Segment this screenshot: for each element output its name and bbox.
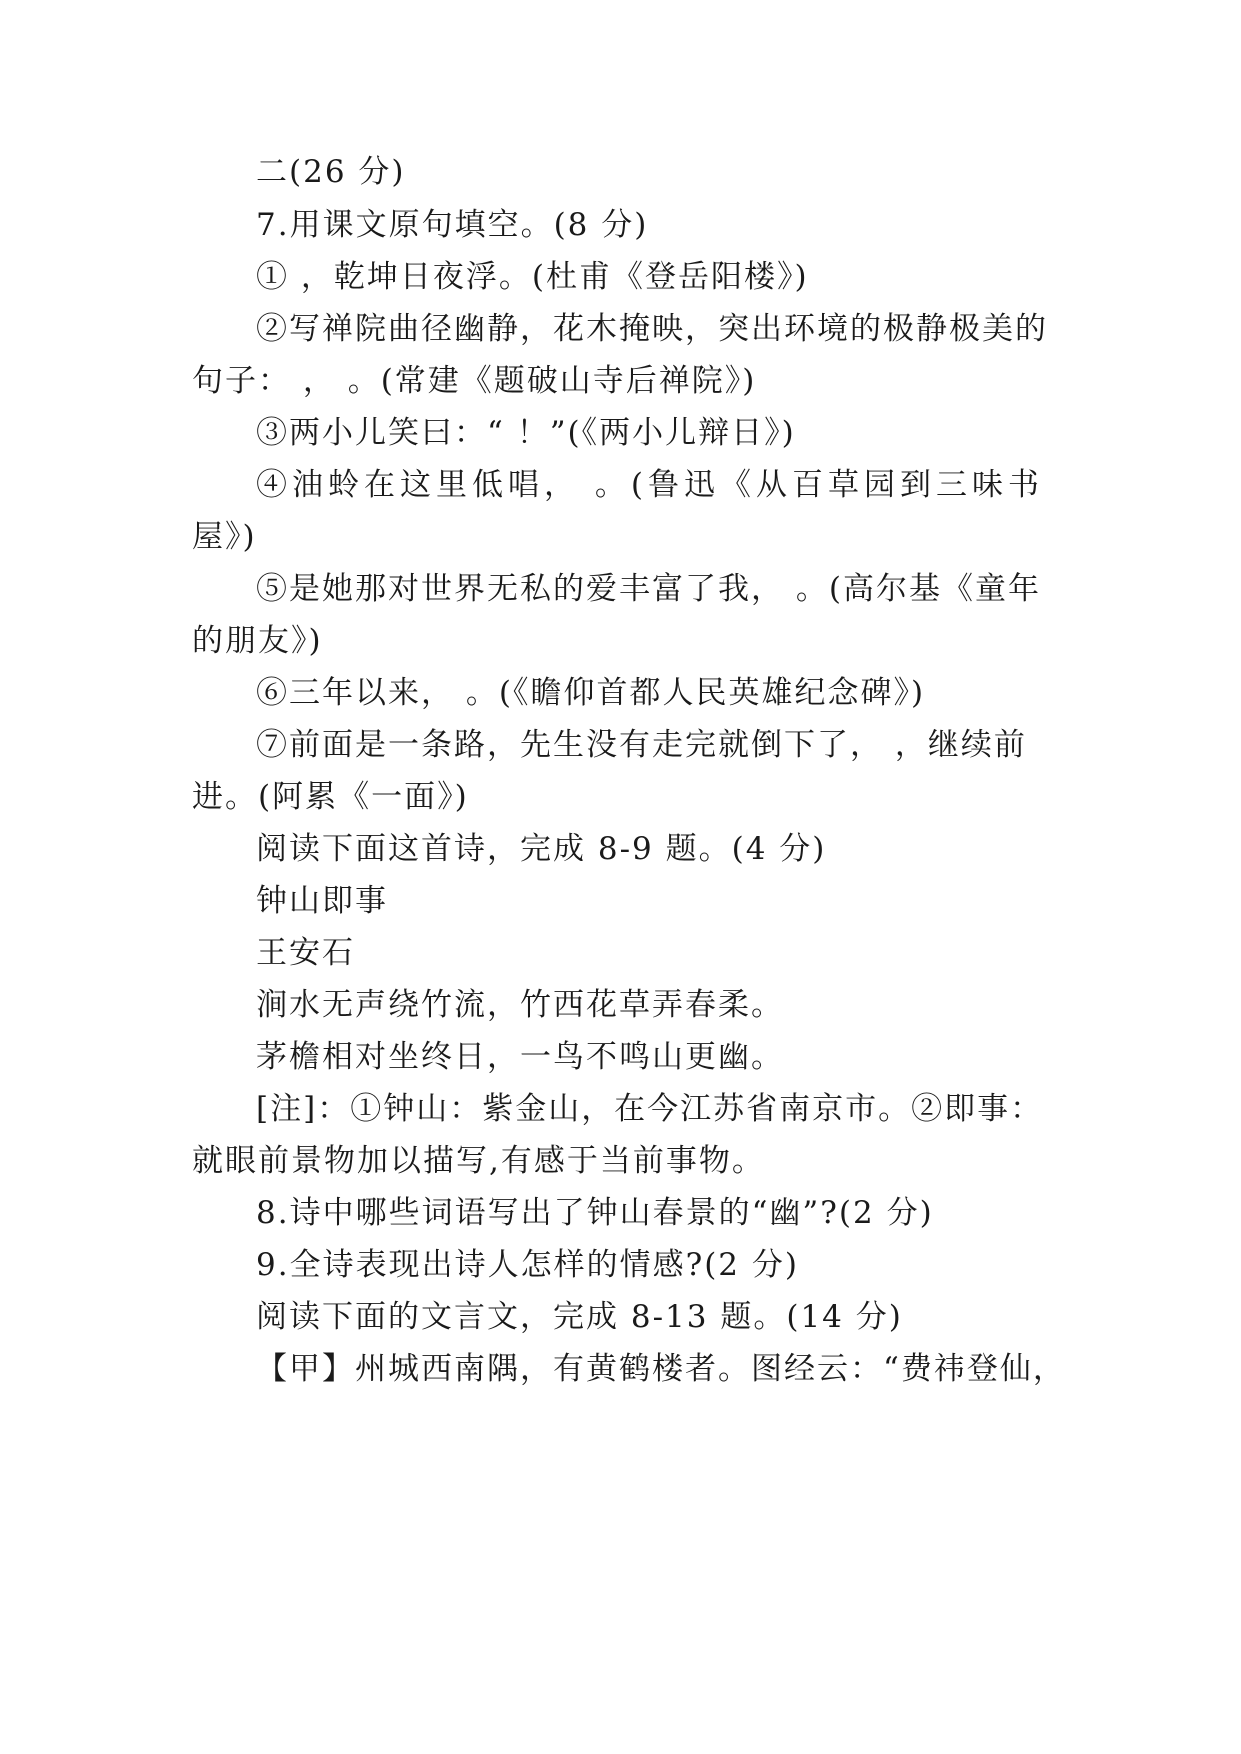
classical-text-line-1: 【甲】州城西南隅，有黄鹤楼者。图经云：“费祎登仙， (256, 1351, 1066, 1387)
blank-item-6: ⑥三年以来， 。(《瞻仰首都人民英雄纪念碑》) (256, 675, 926, 711)
blank-item-1: ① ，乾坤日夜浮。(杜甫《登岳阳楼》) (256, 259, 809, 295)
question-7-heading: 7.用课文原句填空。(8 分) (256, 207, 649, 243)
poem-note-line-2: 就眼前景物加以描写,有感于当前事物。 (192, 1143, 765, 1179)
poem-note-line-1: [注]：①钟山：紫金山，在今江苏省南京市。②即事： (256, 1091, 1044, 1127)
poem-author: 王安石 (256, 935, 355, 971)
blank-item-5-line-2: 的朋友》) (192, 623, 323, 659)
classical-text-instruction: 阅读下面的文言文，完成 8-13 题。(14 分) (256, 1299, 903, 1335)
blank-item-4-line-2: 屋》) (192, 519, 257, 555)
poem-instruction: 阅读下面这首诗，完成 8-9 题。(4 分) (256, 831, 827, 867)
blank-item-7-line-1: ⑦前面是一条路，先生没有走完就倒下了， ，继续前 (256, 727, 1027, 763)
section-heading: 二(26 分) (256, 154, 406, 190)
blank-item-7-line-2: 进。(阿累《一面》) (192, 779, 469, 815)
poem-line-2: 茅檐相对坐终日，一鸟不鸣山更幽。 (256, 1039, 784, 1075)
question-9: 9.全诗表现出诗人怎样的情感?(2 分) (256, 1247, 799, 1283)
blank-item-2-line-1: ②写禅院曲径幽静，花木掩映，突出环境的极静极美的 (256, 311, 1048, 347)
blank-item-2-line-2: 句子： ， 。(常建《题破山寺后禅院》) (192, 363, 757, 399)
blank-item-3: ③两小儿笑曰：“ ！”(《两小儿辩日》) (256, 415, 796, 451)
blank-item-5-line-1: ⑤是她那对世界无私的爱丰富了我， 。(高尔基《童年 (256, 571, 1041, 607)
poem-line-1: 涧水无声绕竹流，竹西花草弄春柔。 (256, 987, 784, 1023)
blank-item-4-line-1: ④油蛉在这里低唱， 。(鲁迅《从百草园到三味书 (256, 467, 1044, 503)
poem-title: 钟山即事 (256, 883, 388, 919)
question-8: 8.诗中哪些词语写出了钟山春景的“幽”?(2 分) (256, 1195, 934, 1231)
